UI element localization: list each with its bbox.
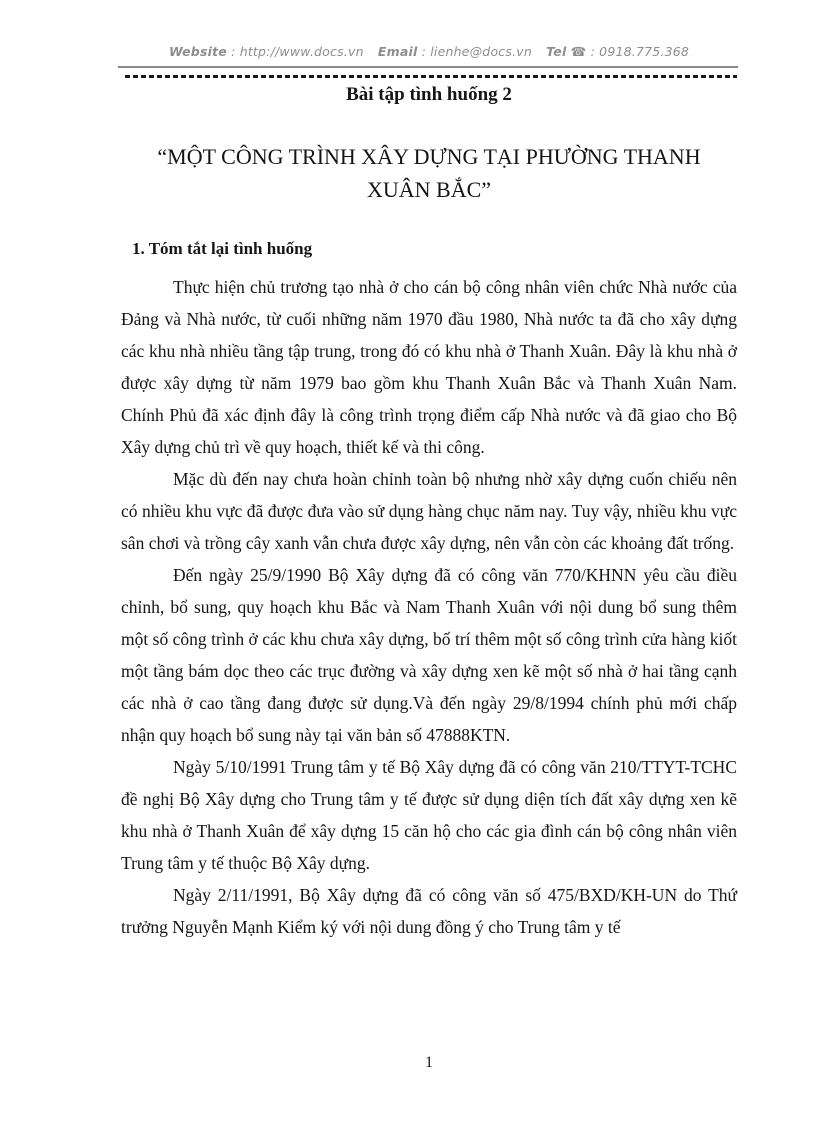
paragraph-2: Mặc dù đến nay chưa hoàn chỉnh toàn bộ nhưng nhờ xây dựng cuốn chiếu nên có nhiều khu vực đã được đưa vào sử dụng hàng chục năm nay. Tuy vậy, nhiều khu vực sân chơi và trồng cây xanh vẫn chưa được xây dựng, nên vẫn còn các khoảng đất trống.: [121, 469, 737, 553]
tel-separator: :: [586, 44, 600, 59]
header-dashed-divider: [125, 75, 737, 78]
website-label: Website: [168, 44, 227, 59]
email-address: lienhe@docs.vn: [430, 44, 532, 59]
section-heading: 1. Tóm tắt lại tình huống: [132, 239, 313, 258]
body-text: [121, 271, 737, 943]
website-url: http://www.docs.vn: [239, 44, 364, 59]
paragraph-1: Thực hiện chủ trương tạo nhà ở cho cán bộ công nhân viên chức Nhà nước của Đảng và Nhà nước, từ cuối những năm 1970 đầu 1980, Nhà nước ta đã cho xây dựng các khu nhà nhiều tầng tập trung, trong đó có khu nhà ở Thanh Xuân. Đây là khu nhà ở được xây dựng từ năm 1979 bao gồm khu Thanh Xuân Bắc và Thanh Xuân Nam. Chính Phủ đã xác định đây là công trình trọng điểm cấp Nhà nước và đã giao cho Bộ Xây dựng chủ trì về quy hoạch, thiết kế và thi công.: [121, 277, 737, 457]
tel-label: Tel: [546, 44, 567, 59]
paragraph-3: Đến ngày 25/9/1990 Bộ Xây dựng đã có công văn 770/KHNN yêu cầu điều chỉnh, bổ sung, quy hoạch khu Bắc và Nam Thanh Xuân với nội dung bổ sung thêm một số công trình ở các khu chưa xây dựng, bố trí thêm một số công trình cửa hàng kiốt một tầng bám dọc theo các trục đường và xây dựng xen kẽ một số nhà ở hai tầng cạnh các nhà ở cao tầng đang được sử dụng.Và đến ngày 29/8/1994 chính phủ mới chấp nhận quy hoạch bổ sung này tại văn bản số 47888KTN.: [121, 565, 737, 745]
paragraph-5: Ngày 2/11/1991, Bộ Xây dựng đã có công văn số 475/BXD/KH-UN do Thứ trưởng Nguyễn Mạnh Kiểm ký với nội dung đồng ý cho Trung tâm y tế: [121, 885, 737, 937]
email-label: Email: [377, 44, 418, 59]
exercise-title: Bài tập tình huống 2: [346, 84, 512, 105]
page-header: [121, 44, 737, 59]
header-website-segment: [169, 44, 364, 59]
website-separator: :: [226, 44, 240, 59]
main-title: [121, 140, 737, 206]
page-number: 1: [425, 1054, 433, 1071]
header-solid-divider: [118, 66, 738, 68]
telephone-icon: ☎: [570, 44, 587, 59]
header-email-segment: [378, 44, 532, 59]
main-title-text: “MỘT CÔNG TRÌNH XÂY DỰNG TẠI PHƯỜNG THANH XUÂN BẮC”: [157, 144, 701, 202]
paragraph-4: Ngày 5/10/1991 Trung tâm y tế Bộ Xây dựng đã có công văn 210/TTYT-TCHC đề nghị Bộ Xây dựng cho Trung tâm y tế được sử dụng diện tích đất xây dựng xen kẽ khu nhà ở Thanh Xuân để xây dựng 15 căn hộ cho các gia đình cán bộ công nhân viên Trung tâm y tế thuộc Bộ Xây dựng.: [121, 757, 737, 873]
header-tel-segment: [546, 44, 689, 59]
email-separator: :: [417, 44, 431, 59]
tel-number: 0918.775.368: [599, 44, 690, 59]
